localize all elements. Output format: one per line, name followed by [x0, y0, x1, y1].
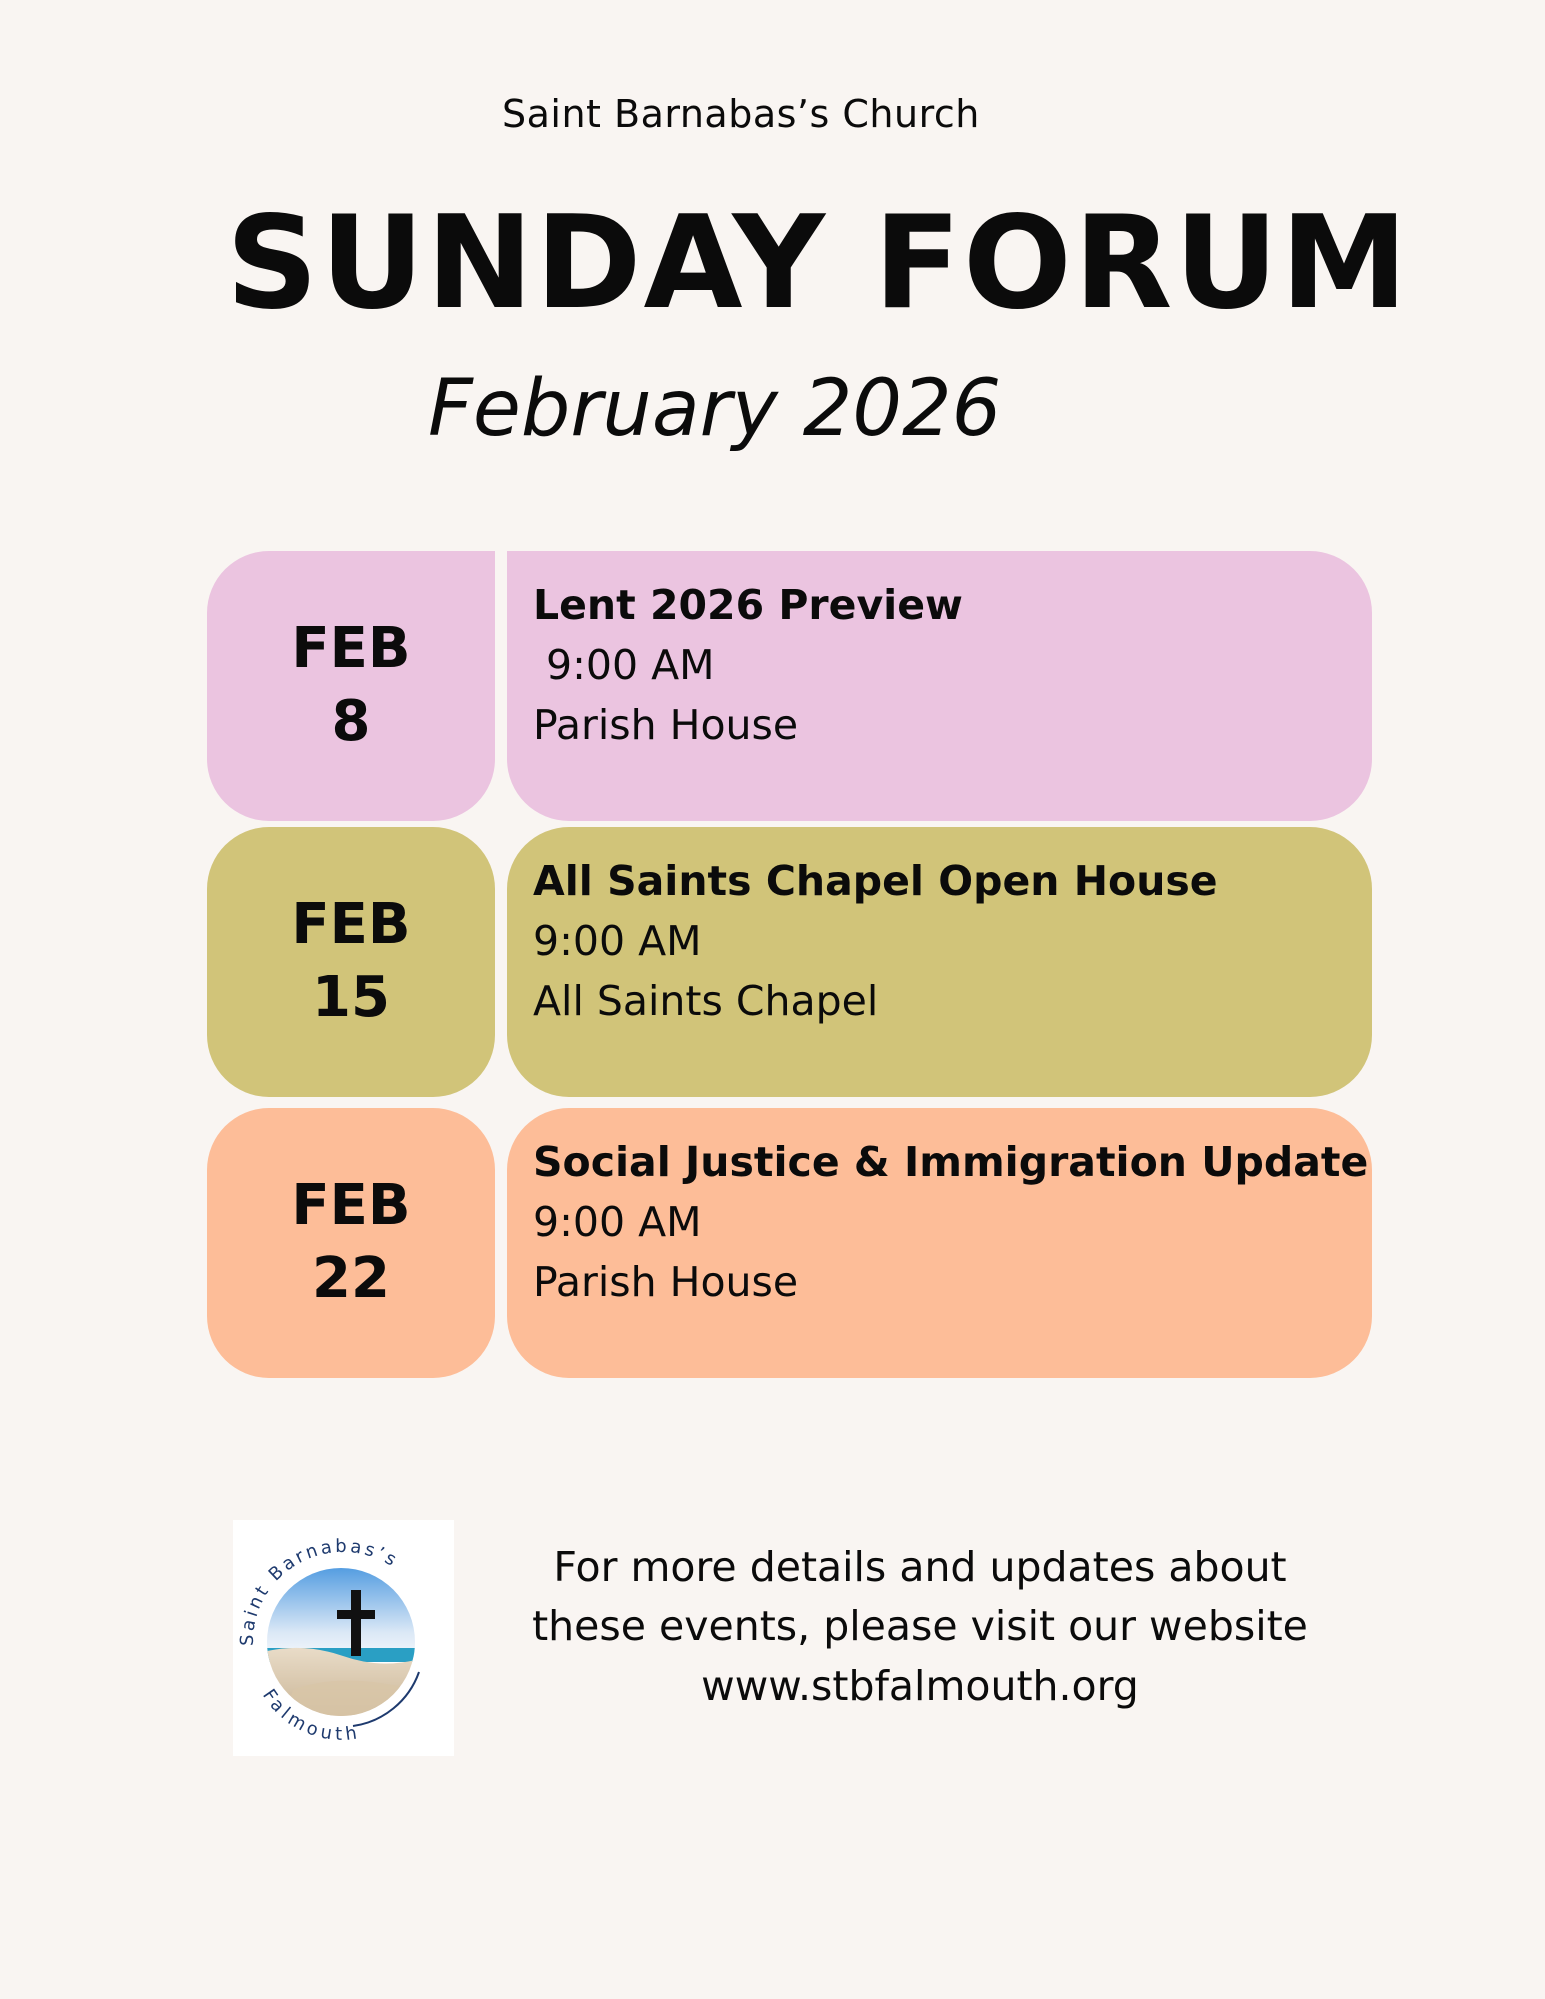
event-row-feb-8: [207, 551, 1372, 821]
event-month: FEB: [291, 1173, 411, 1239]
event-location: All Saints Chapel: [533, 976, 879, 1025]
event-date: [207, 1108, 495, 1378]
church-name: Saint Barnabas’s Church: [502, 92, 980, 136]
event-info: [507, 827, 1372, 1097]
event-location: Parish House: [533, 700, 799, 749]
footer-line-2: these events, please visit our website: [532, 1602, 1308, 1651]
event-info: [507, 551, 1372, 821]
event-month: FEB: [291, 616, 411, 682]
event-title: Lent 2026 Preview: [533, 581, 963, 629]
event-day: 15: [312, 965, 390, 1030]
event-location: Parish House: [533, 1257, 799, 1306]
footer-line-1: For more details and updates about: [553, 1543, 1287, 1591]
event-time: 9:00 AM: [533, 1198, 702, 1247]
event-date: [207, 827, 495, 1097]
logo-arc-text-bottom: Falmouth: [258, 1685, 363, 1745]
event-day: 8: [331, 689, 371, 754]
logo-arc-text-top: Saint Barnabas’s: [236, 1535, 403, 1647]
event-row-feb-22: [207, 1108, 1372, 1378]
footer-info: [490, 1538, 1350, 1716]
cross-on-beach-logo-icon: [233, 1520, 454, 1756]
event-month: FEB: [291, 892, 411, 958]
event-time: 9:00 AM: [533, 641, 715, 690]
event-info: [507, 1108, 1372, 1378]
event-time: 9:00 AM: [533, 917, 702, 966]
page-subtitle: February 2026: [428, 364, 1002, 454]
event-date: [207, 551, 495, 821]
page-title: SUNDAY FORUM: [226, 189, 1410, 338]
event-day: 22: [312, 1246, 390, 1311]
event-title: Social Justice & Immigration Update: [533, 1138, 1369, 1186]
event-row-feb-15: [207, 827, 1372, 1097]
church-logo: [233, 1520, 454, 1756]
website-link[interactable]: www.stbfalmouth.org: [701, 1661, 1139, 1710]
event-title: All Saints Chapel Open House: [533, 857, 1218, 905]
